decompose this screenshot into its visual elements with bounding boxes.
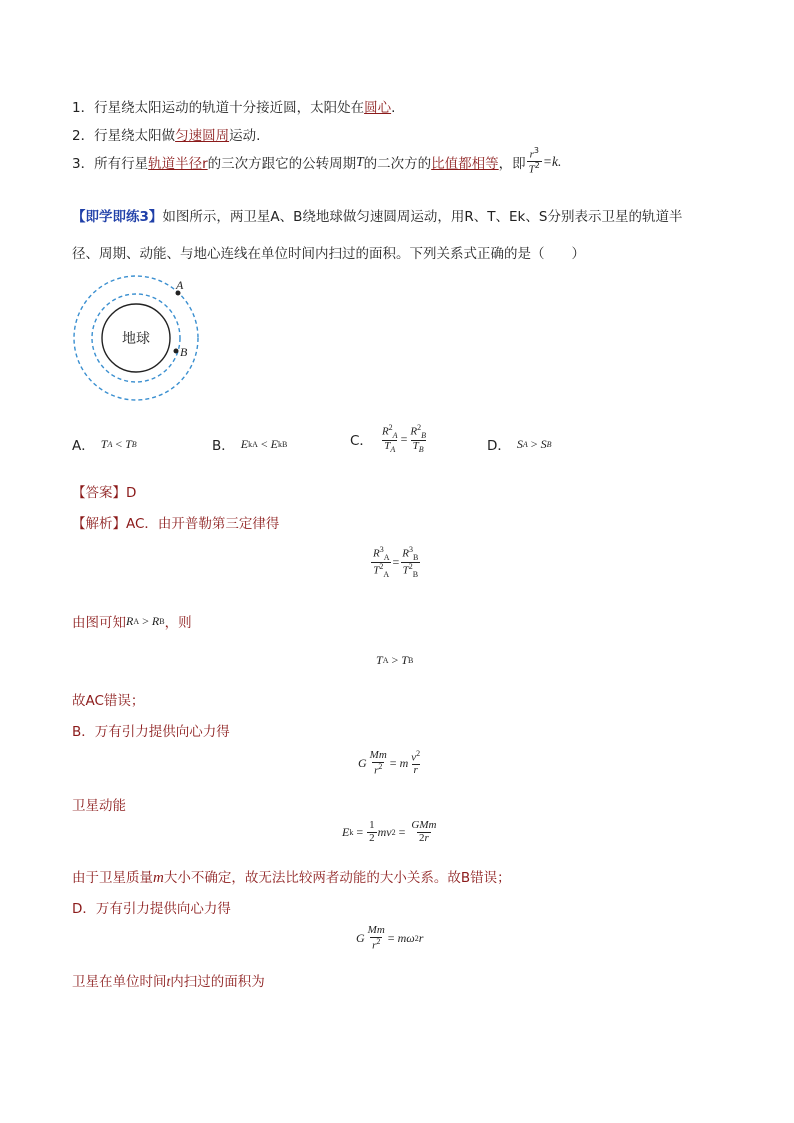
- equation-gravity-d: G $\frac{Mm}{r^2}$ = mω 2 r: [356, 924, 424, 952]
- label-b: B: [180, 345, 188, 359]
- law-2: 2．行星绕太阳做匀速圆周运动.: [72, 128, 261, 144]
- b-conclusion: 由于卫星质量m大小不确定，故无法比较两者动能的大小关系。故B错误；: [72, 870, 511, 886]
- orbit-figure: [66, 270, 206, 404]
- option-a: A． T A < T B: [72, 436, 137, 454]
- equation-gravity-b: G $\frac{Mm}{r^2}$ = m $\frac{v^2}{r}$: [358, 749, 421, 777]
- from-figure: 由图可知 R A > R B ，则: [72, 613, 192, 631]
- question-line-1: 【即学即练3】如图所示，两卫星A、B绕地球做匀速圆周运动，用R、T、Ek、S分别表示卫星的轨道半: [72, 209, 683, 225]
- option-b: B． E kA < E kB: [212, 436, 288, 454]
- analysis-intro: 【解析】AC．由开普勒第三定律得: [72, 516, 280, 532]
- equation-kepler: $\frac{R^3_A}{T^2_A}$ = $\frac{R^3_B}{T^2_B}$: [373, 545, 419, 580]
- label-a: A: [176, 278, 184, 292]
- kepler-fraction: $\frac{r^3}{T^2}$: [528, 146, 540, 176]
- question-line-2: 径、周期、动能、与地心连线在单位时间内扫过的面积。下列关系式正确的是（ ）: [72, 246, 585, 262]
- area-line: 卫星在单位时间t内扫过的面积为: [72, 974, 265, 990]
- earth-label: 地球: [122, 331, 150, 347]
- law-3: 3． 所有行星 轨道半径r 的三次方跟它的公转周期 T 的二次方的 比值都相等 ，即 $\frac{r^3}{T^2}$ =k.: [72, 146, 562, 176]
- b-head: B．万有引力提供向心力得: [72, 724, 230, 740]
- option-c: C． $\frac{R^2_A}{T_A}$ = $\frac{R^2_B}{T_B}$: [350, 423, 426, 455]
- satellite-b: [174, 349, 179, 354]
- equation-period: T A > T B: [376, 653, 414, 667]
- ac-wrong: 故AC错误；: [72, 693, 145, 709]
- d-head: D．万有引力提供向心力得: [72, 901, 231, 917]
- law-1: 1．行星绕太阳运动的轨道十分接近圆，太阳处在圆心.: [72, 100, 396, 116]
- answer: 【答案】D: [72, 485, 137, 501]
- equation-kinetic: E k = $\frac{1}{2}$ mv 2 = $\frac{\text{GMm}}{2r}$: [342, 819, 437, 844]
- kinetic-energy-label: 卫星动能: [72, 798, 126, 814]
- option-d: D． S A > S B: [487, 436, 552, 454]
